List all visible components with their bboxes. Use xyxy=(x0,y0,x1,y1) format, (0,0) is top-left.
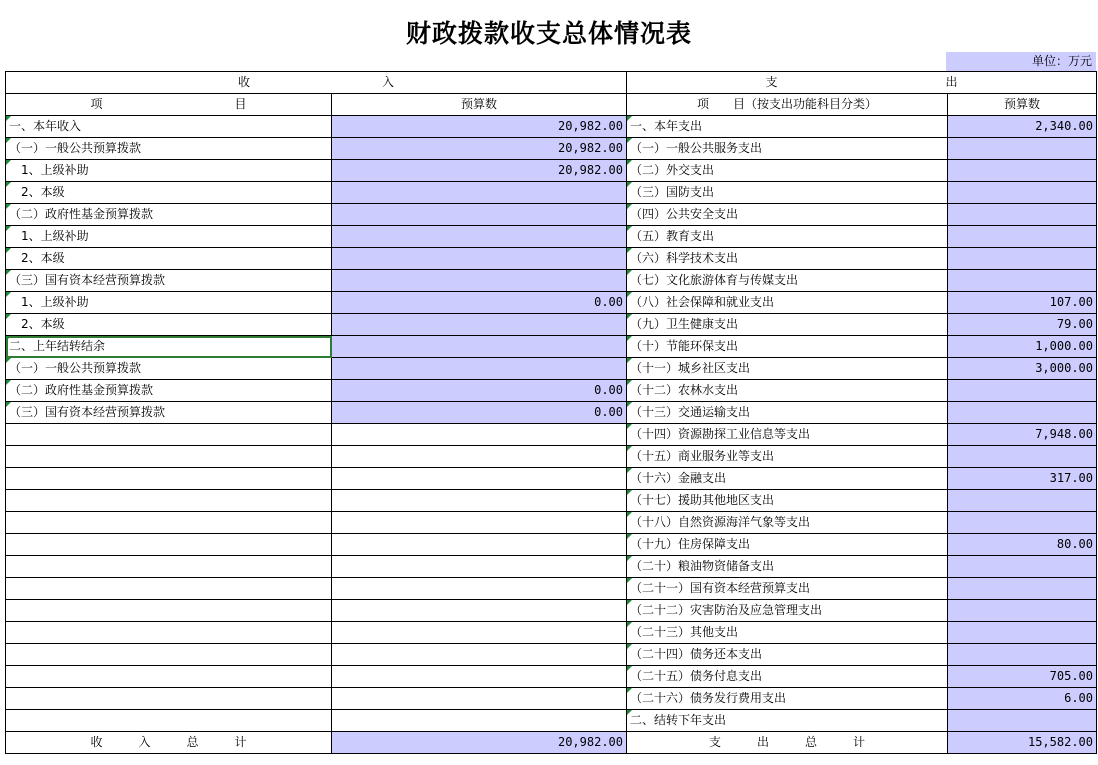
table-row xyxy=(6,292,1097,314)
expense-value-cell[interactable]: 107.00 xyxy=(948,292,1097,314)
expense-item-cell[interactable]: （九）卫生健康支出 xyxy=(627,314,948,336)
table-row xyxy=(6,578,1097,600)
expense-value-cell[interactable]: 317.00 xyxy=(948,468,1097,490)
expense-value-cell[interactable] xyxy=(948,182,1097,204)
income-value-cell[interactable] xyxy=(332,336,627,358)
table-row xyxy=(6,314,1097,336)
expense-item-cell[interactable]: （八）社会保障和就业支出 xyxy=(627,292,948,314)
table-row xyxy=(6,490,1097,512)
income-budget-header[interactable]: 预算数 xyxy=(332,94,627,116)
table-row xyxy=(6,556,1097,578)
expense-budget-header[interactable]: 预算数 xyxy=(948,94,1097,116)
income-item-cell[interactable]: 1、上级补助 xyxy=(6,160,332,182)
expense-item-cell[interactable]: （十六）金融支出 xyxy=(627,468,948,490)
expense-value-cell[interactable] xyxy=(948,556,1097,578)
expense-value-cell[interactable]: 1,000.00 xyxy=(948,336,1097,358)
table-row xyxy=(6,622,1097,644)
table-row xyxy=(6,182,1097,204)
income-item-cell[interactable]: 2、本级 xyxy=(6,248,332,270)
income-item-cell[interactable] xyxy=(6,424,332,446)
expense-value-cell[interactable]: 6.00 xyxy=(948,688,1097,710)
expense-item-cell[interactable]: （十七）援助其他地区支出 xyxy=(627,490,948,512)
expense-item-cell[interactable]: （二十一）国有资本经营预算支出 xyxy=(627,578,948,600)
table-row xyxy=(6,160,1097,182)
income-item-cell[interactable] xyxy=(6,534,332,556)
table-row xyxy=(6,688,1097,710)
income-item-cell[interactable] xyxy=(6,490,332,512)
table-row xyxy=(6,710,1097,732)
income-total-value[interactable]: 20,982.00 xyxy=(332,732,627,754)
expense-item-cell[interactable]: （六）科学技术支出 xyxy=(627,248,948,270)
income-item-cell[interactable]: 一、本年收入 xyxy=(6,116,332,138)
expense-item-cell[interactable]: （十二）农林水支出 xyxy=(627,380,948,402)
expense-item-cell[interactable]: （十）节能环保支出 xyxy=(627,336,948,358)
income-value-cell[interactable] xyxy=(332,314,627,336)
expense-item-cell[interactable]: （二十六）债务发行费用支出 xyxy=(627,688,948,710)
income-value-cell[interactable]: 0.00 xyxy=(332,402,627,424)
expense-item-cell[interactable]: （十五）商业服务业等支出 xyxy=(627,446,948,468)
income-value-cell[interactable] xyxy=(332,600,627,622)
expense-item-cell[interactable]: （十一）城乡社区支出 xyxy=(627,358,948,380)
income-value-cell[interactable] xyxy=(332,644,627,666)
income-item-header[interactable]: 项 目 xyxy=(6,94,332,116)
income-value-cell[interactable] xyxy=(332,204,627,226)
table-row xyxy=(6,204,1097,226)
income-item-cell[interactable]: 1、上级补助 xyxy=(6,292,332,314)
income-item-cell[interactable] xyxy=(6,578,332,600)
expense-value-cell[interactable] xyxy=(948,490,1097,512)
income-item-cell[interactable]: （二）政府性基金预算拨款 xyxy=(6,204,332,226)
income-item-cell[interactable]: 2、本级 xyxy=(6,182,332,204)
income-value-cell[interactable] xyxy=(332,446,627,468)
income-value-cell[interactable] xyxy=(332,666,627,688)
table-row xyxy=(6,512,1097,534)
expense-value-cell[interactable] xyxy=(948,204,1097,226)
table-row xyxy=(6,666,1097,688)
expense-value-cell[interactable] xyxy=(948,622,1097,644)
expense-value-cell[interactable] xyxy=(948,160,1097,182)
expense-item-cell[interactable]: （一）一般公共服务支出 xyxy=(627,138,948,160)
income-item-cell[interactable] xyxy=(6,666,332,688)
table-row xyxy=(6,402,1097,424)
income-item-cell[interactable]: （三）国有资本经营预算拨款 xyxy=(6,270,332,292)
table-row xyxy=(6,644,1097,666)
page-title: 财政拨款收支总体情况表 xyxy=(405,19,692,48)
income-value-cell[interactable] xyxy=(332,622,627,644)
expense-value-cell[interactable] xyxy=(948,270,1097,292)
table-row xyxy=(6,226,1097,248)
income-item-cell[interactable] xyxy=(6,688,332,710)
expense-value-cell[interactable] xyxy=(948,138,1097,160)
income-item-cell[interactable] xyxy=(6,512,332,534)
income-value-cell[interactable] xyxy=(332,578,627,600)
expense-item-cell[interactable]: （二十五）债务付息支出 xyxy=(627,666,948,688)
expense-value-cell[interactable] xyxy=(948,446,1097,468)
table-row xyxy=(6,468,1097,490)
income-item-cell[interactable]: 1、上级补助 xyxy=(6,226,332,248)
income-value-cell[interactable] xyxy=(332,424,627,446)
expense-item-cell[interactable]: （二十二）灾害防治及应急管理支出 xyxy=(627,600,948,622)
budget-table xyxy=(5,71,1097,754)
income-item-cell[interactable]: 2、本级 xyxy=(6,314,332,336)
table-row xyxy=(6,270,1097,292)
expense-value-cell[interactable]: 705.00 xyxy=(948,666,1097,688)
income-item-cell[interactable] xyxy=(6,622,332,644)
expense-item-cell[interactable]: （五）教育支出 xyxy=(627,226,948,248)
expense-total-value[interactable]: 15,582.00 xyxy=(948,732,1097,754)
income-value-cell[interactable]: 20,982.00 xyxy=(332,116,627,138)
expense-item-cell[interactable]: （七）文化旅游体育与传媒支出 xyxy=(627,270,948,292)
expense-value-cell[interactable]: 80.00 xyxy=(948,534,1097,556)
income-value-cell[interactable] xyxy=(332,358,627,380)
income-value-cell[interactable] xyxy=(332,182,627,204)
table-row xyxy=(6,336,1097,358)
income-header[interactable]: 收 入 xyxy=(6,72,627,94)
income-item-cell[interactable] xyxy=(6,644,332,666)
income-value-cell[interactable]: 20,982.00 xyxy=(332,160,627,182)
expense-value-cell[interactable] xyxy=(948,402,1097,424)
expense-value-cell[interactable] xyxy=(948,512,1097,534)
income-item-cell[interactable] xyxy=(6,600,332,622)
header-row-1 xyxy=(6,72,1097,94)
income-value-cell[interactable] xyxy=(332,490,627,512)
header-row-2 xyxy=(6,94,1097,116)
income-item-cell[interactable]: （一）一般公共预算拨款 xyxy=(6,138,332,160)
expense-item-cell[interactable]: （三）国防支出 xyxy=(627,182,948,204)
income-item-cell[interactable] xyxy=(6,710,332,732)
table-row xyxy=(6,380,1097,402)
income-value-cell[interactable] xyxy=(332,710,627,732)
table-row xyxy=(6,446,1097,468)
expense-item-cell[interactable]: （十八）自然资源海洋气象等支出 xyxy=(627,512,948,534)
income-value-cell[interactable] xyxy=(332,512,627,534)
income-value-cell[interactable] xyxy=(332,248,627,270)
expense-item-cell[interactable]: 二、结转下年支出 xyxy=(627,710,948,732)
expense-value-cell[interactable] xyxy=(948,248,1097,270)
expense-item-cell[interactable]: （二十三）其他支出 xyxy=(627,622,948,644)
expense-item-cell[interactable]: （四）公共安全支出 xyxy=(627,204,948,226)
expense-header[interactable]: 支 出 xyxy=(627,72,1097,94)
expense-item-cell[interactable]: （十三）交通运输支出 xyxy=(627,402,948,424)
expense-item-cell[interactable]: （十四）资源勘探工业信息等支出 xyxy=(627,424,948,446)
table-row xyxy=(6,248,1097,270)
expense-value-cell[interactable]: 7,948.00 xyxy=(948,424,1097,446)
income-value-cell[interactable]: 0.00 xyxy=(332,292,627,314)
totals-row xyxy=(6,732,1097,754)
table-row xyxy=(6,116,1097,138)
table-row xyxy=(6,534,1097,556)
income-total-label[interactable]: 收 入 总 计 xyxy=(6,732,332,754)
income-value-cell[interactable] xyxy=(332,226,627,248)
expense-total-label[interactable]: 支 出 总 计 xyxy=(627,732,948,754)
expense-item-cell[interactable]: （二）外交支出 xyxy=(627,160,948,182)
income-item-cell[interactable]: （一）一般公共预算拨款 xyxy=(6,358,332,380)
expense-value-cell[interactable] xyxy=(948,600,1097,622)
income-item-cell[interactable] xyxy=(6,468,332,490)
expense-item-header[interactable]: 项 目（按支出功能科目分类） xyxy=(627,94,948,116)
expense-value-cell[interactable] xyxy=(948,710,1097,732)
expense-value-cell[interactable] xyxy=(948,226,1097,248)
expense-item-cell[interactable]: （二十四）债务还本支出 xyxy=(627,644,948,666)
expense-item-cell[interactable]: （二十）粮油物资储备支出 xyxy=(627,556,948,578)
expense-value-cell[interactable] xyxy=(948,644,1097,666)
expense-item-cell[interactable]: （十九）住房保障支出 xyxy=(627,534,948,556)
table-row xyxy=(6,358,1097,380)
income-item-cell[interactable]: 二、上年结转结余 xyxy=(6,336,332,358)
expense-item-cell[interactable]: 一、本年支出 xyxy=(627,116,948,138)
expense-value-cell[interactable]: 3,000.00 xyxy=(948,358,1097,380)
expense-value-cell[interactable]: 79.00 xyxy=(948,314,1097,336)
income-item-cell[interactable]: （三）国有资本经营预算拨款 xyxy=(6,402,332,424)
unit-label: 单位：万元 xyxy=(946,52,1096,71)
income-value-cell[interactable] xyxy=(332,270,627,292)
income-value-cell[interactable] xyxy=(332,468,627,490)
expense-value-cell[interactable] xyxy=(948,578,1097,600)
expense-value-cell[interactable]: 2,340.00 xyxy=(948,116,1097,138)
table-row xyxy=(6,424,1097,446)
table-row xyxy=(6,138,1097,160)
income-item-cell[interactable]: （二）政府性基金预算拨款 xyxy=(6,380,332,402)
income-value-cell[interactable]: 20,982.00 xyxy=(332,138,627,160)
expense-value-cell[interactable] xyxy=(948,380,1097,402)
income-value-cell[interactable] xyxy=(332,556,627,578)
income-value-cell[interactable]: 0.00 xyxy=(332,380,627,402)
income-item-cell[interactable] xyxy=(6,556,332,578)
income-value-cell[interactable] xyxy=(332,688,627,710)
income-value-cell[interactable] xyxy=(332,534,627,556)
table-row xyxy=(6,600,1097,622)
income-item-cell[interactable] xyxy=(6,446,332,468)
